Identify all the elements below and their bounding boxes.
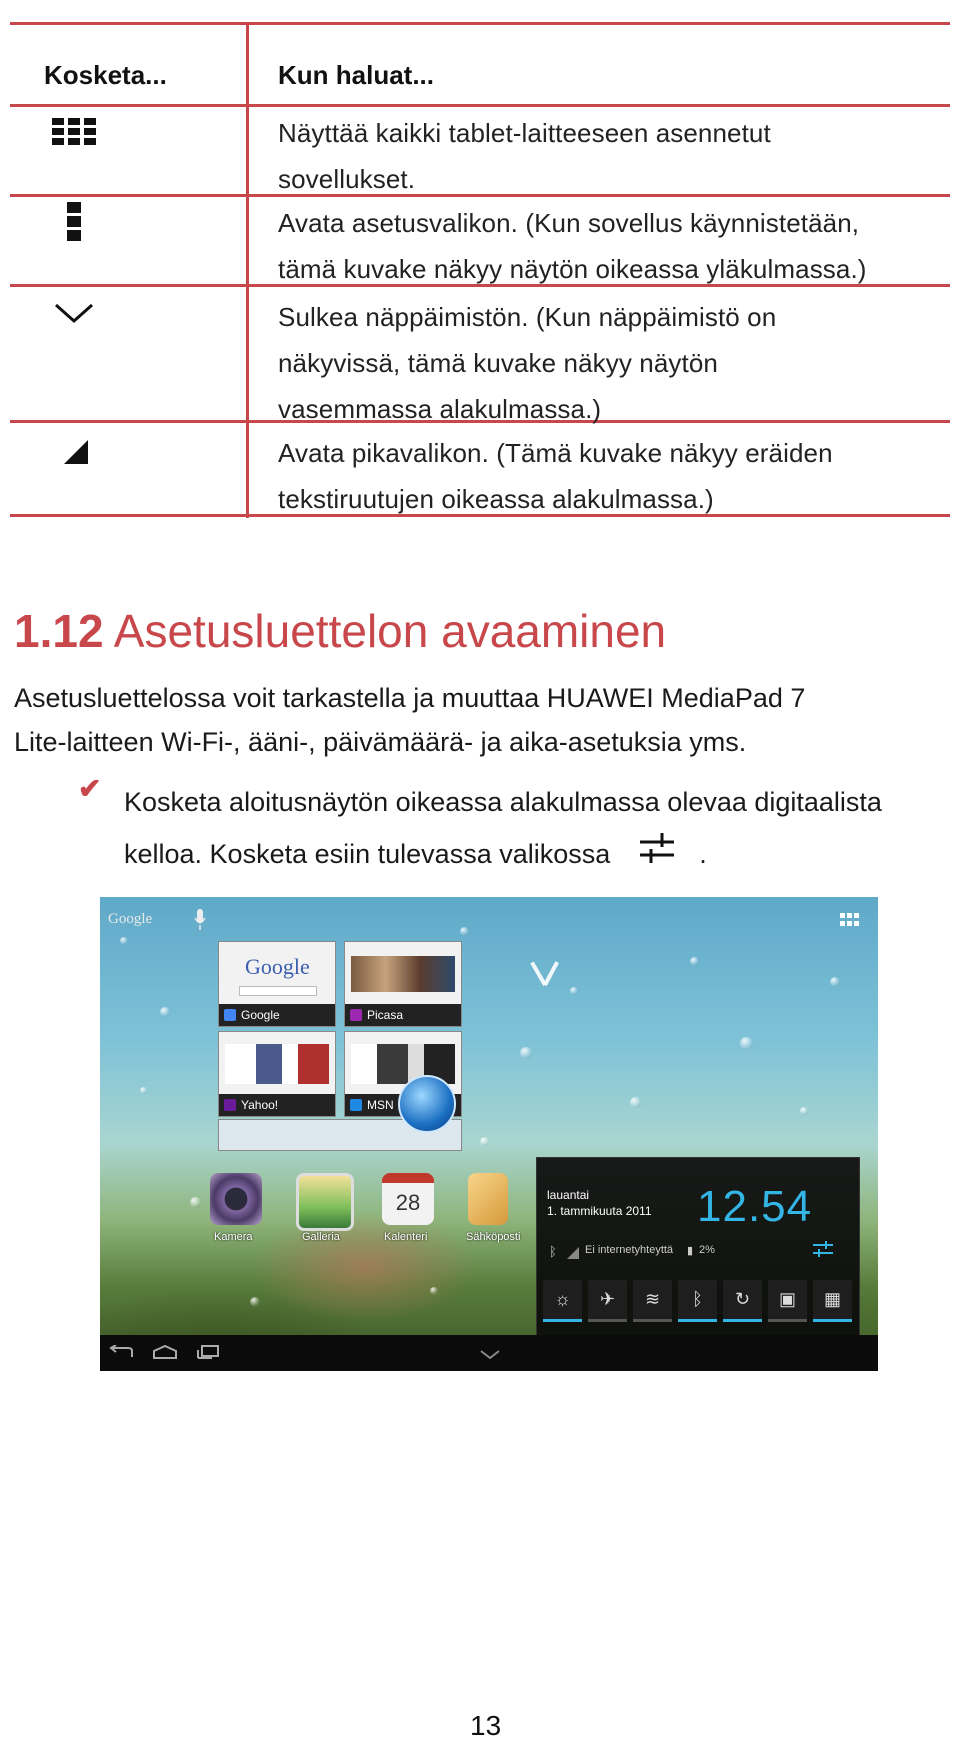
google-search-label[interactable]: Google xyxy=(108,911,153,927)
search-box xyxy=(239,986,317,996)
raindrop xyxy=(480,1137,489,1146)
network-status: Ei internetyhteyttä xyxy=(585,1244,674,1256)
all-apps-grid-icon xyxy=(52,118,96,151)
settings-sliders-icon xyxy=(640,830,674,882)
description-line: vasemmassa alakulmassa.) xyxy=(278,394,602,424)
raindrop xyxy=(250,1297,260,1307)
camera-app-icon[interactable] xyxy=(210,1173,262,1225)
email-app-icon[interactable] xyxy=(468,1173,508,1225)
raindrop xyxy=(830,977,840,987)
recent-app-label xyxy=(219,1094,335,1116)
chevron-down-icon[interactable] xyxy=(480,1347,500,1365)
paragraph-line: Asetusluettelossa voit tarkastella ja muuttaa HUAWEI MediaPad 7 xyxy=(14,683,806,713)
recent-app-label xyxy=(219,1004,335,1026)
table-header-rule xyxy=(10,104,950,107)
description-line: tämä kuvake näkyy näytön oikeassa yläkulmassa.) xyxy=(278,254,867,284)
wifi-icon[interactable]: ≋ xyxy=(633,1280,672,1322)
raindrop xyxy=(690,957,699,966)
digital-clock[interactable]: 12.54 xyxy=(697,1182,813,1231)
description-line: Näyttää kaikki tablet-laitteeseen asennetut xyxy=(278,118,771,148)
all-apps-grid-icon[interactable] xyxy=(840,913,860,932)
app-label: Galleria xyxy=(302,1231,340,1243)
section-title: Asetusluettelon avaaminen xyxy=(113,605,667,657)
google-app-icon xyxy=(224,1009,236,1021)
airplane-mode-icon[interactable]: ✈ xyxy=(588,1280,627,1322)
table-header-purpose: Kun haluat... xyxy=(278,60,434,90)
bullet-end: . xyxy=(699,839,707,869)
table-row-description xyxy=(278,110,771,202)
analog-clock xyxy=(520,959,570,1009)
corner-triangle-icon xyxy=(64,440,88,469)
recent-apps-icon[interactable] xyxy=(196,1345,220,1364)
globe-icon xyxy=(398,1075,456,1133)
raindrop xyxy=(800,1107,808,1115)
raindrop xyxy=(140,1087,147,1094)
clock-minute-hand xyxy=(543,961,559,986)
quick-settings-panel xyxy=(536,1157,860,1337)
instruction-bullet xyxy=(124,776,944,882)
web-page-preview xyxy=(225,1044,329,1084)
raindrop xyxy=(520,1047,532,1059)
chevron-down-icon xyxy=(54,302,94,329)
section-paragraph xyxy=(14,676,944,764)
settings-sliders-icon[interactable] xyxy=(813,1240,833,1263)
recent-app-name: Google xyxy=(241,1008,280,1022)
recent-app-google[interactable] xyxy=(218,941,336,1027)
bullet-line-2 xyxy=(124,828,944,882)
raindrop xyxy=(190,1197,201,1208)
auto-rotate-icon[interactable]: ↻ xyxy=(723,1280,762,1322)
raindrop xyxy=(740,1037,753,1050)
bluetooth-toggle-icon[interactable]: ᛒ xyxy=(678,1280,717,1322)
raindrop xyxy=(630,1097,641,1108)
google-logo: Google xyxy=(245,954,310,979)
section-number: 1.12 xyxy=(14,605,104,657)
table-row-description xyxy=(278,200,867,292)
yahoo-app-icon xyxy=(224,1099,236,1111)
picasa-app-icon xyxy=(350,1009,362,1021)
description-line: Avata asetusvalikon. (Kun sovellus käynnistetään, xyxy=(278,208,860,238)
table-column-rule xyxy=(246,22,249,518)
checkmark-icon: ✔ xyxy=(78,773,102,804)
calendar-day: 28 xyxy=(395,1190,421,1215)
microphone-icon[interactable] xyxy=(194,909,206,936)
battery-icon: ▮ xyxy=(687,1245,694,1257)
signal-icon xyxy=(567,1246,579,1264)
description-line: tekstiruutujen oikeassa alakulmassa.) xyxy=(278,484,714,514)
home-icon[interactable] xyxy=(152,1345,178,1364)
msn-app-icon xyxy=(350,1099,362,1111)
page-number: 13 xyxy=(470,1710,502,1741)
app-label: Sähköposti xyxy=(466,1231,521,1243)
panel-day: lauantai xyxy=(547,1188,590,1202)
more-settings-icon[interactable]: ▦ xyxy=(813,1280,852,1322)
navigation-bar xyxy=(100,1335,878,1371)
bullet-line: Kosketa aloitusnäytön oikeassa alakulmassa olevaa digitaalista xyxy=(124,787,882,817)
description-line: Sulkea näppäimistön. (Kun näppäimistö on xyxy=(278,302,777,332)
raindrop xyxy=(120,937,128,945)
photo-strip xyxy=(351,956,455,992)
paragraph-line: Lite-laitteen Wi-Fi-, ääni-, päivämäärä- ja aika-asetuksia yms. xyxy=(14,727,747,757)
recent-app-name: Yahoo! xyxy=(241,1098,279,1112)
raindrop xyxy=(160,1007,170,1017)
description-line: näkyvissä, tämä kuvake näkyy näytön xyxy=(278,348,718,378)
table-top-rule xyxy=(10,22,950,25)
recent-app-picasa[interactable] xyxy=(344,941,462,1027)
raindrop xyxy=(430,1287,438,1295)
raindrop xyxy=(460,927,469,936)
table-row-description xyxy=(278,294,776,432)
panel-date: 1. tammikuuta 2011 xyxy=(547,1204,652,1218)
recent-app-label xyxy=(345,1004,461,1026)
app-label: Kalenteri xyxy=(384,1231,428,1243)
recent-app-yahoo[interactable] xyxy=(218,1031,336,1117)
sync-icon[interactable]: ▣ xyxy=(768,1280,807,1322)
app-label: Kamera xyxy=(214,1231,253,1243)
raindrop xyxy=(570,987,578,995)
brightness-toggle-icon[interactable]: ☼ xyxy=(543,1280,582,1322)
battery-level: 2% xyxy=(699,1244,715,1256)
description-line: sovellukset. xyxy=(278,164,416,194)
back-icon[interactable] xyxy=(108,1345,134,1364)
gallery-app-icon[interactable] xyxy=(296,1173,354,1231)
bluetooth-icon: ᛒ xyxy=(549,1244,557,1259)
section-heading xyxy=(14,604,666,658)
recent-app-name: Picasa xyxy=(367,1008,404,1022)
menu-dots-icon xyxy=(67,202,81,247)
table-header-touch: Kosketa... xyxy=(44,60,167,90)
table-row-description xyxy=(278,430,833,522)
tablet-home-screenshot xyxy=(100,897,878,1371)
description-line: Avata pikavalikon. (Tämä kuvake näkyy eräiden xyxy=(278,438,833,468)
calendar-app-icon[interactable] xyxy=(382,1173,434,1225)
recent-app-name: MSN xyxy=(367,1098,394,1112)
bullet-text: kelloa. Kosketa esiin tulevassa valikossa xyxy=(124,839,611,869)
